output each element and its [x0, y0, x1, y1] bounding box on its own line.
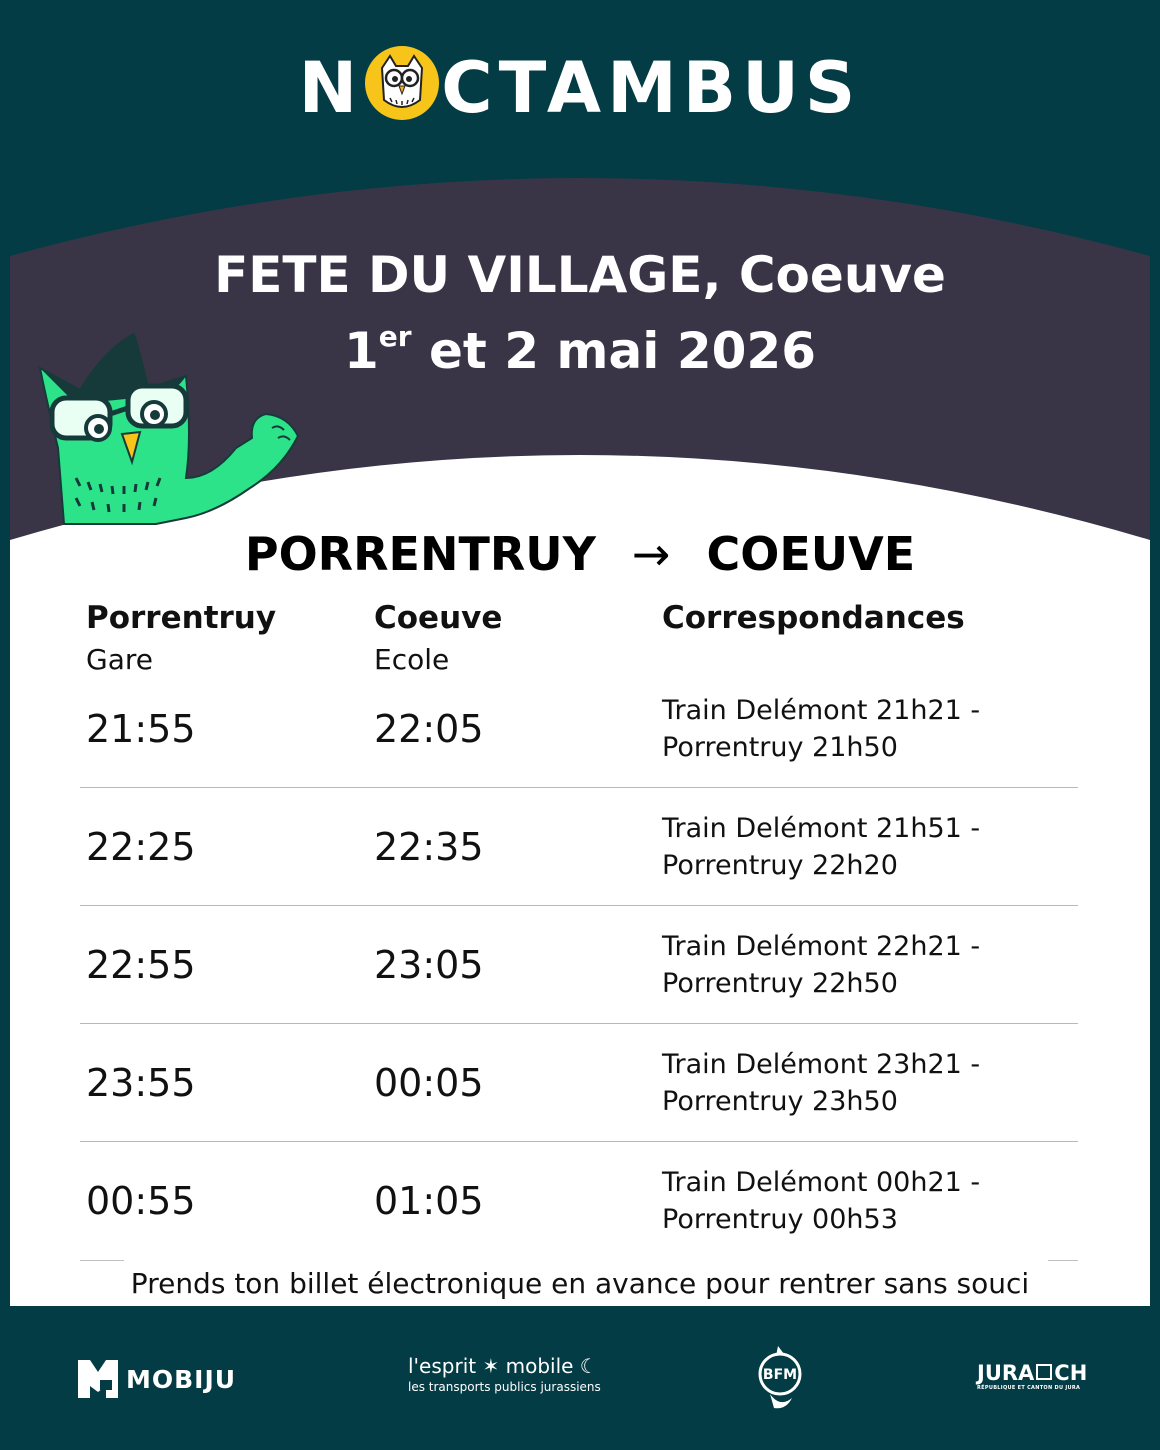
- connection-info: [662, 788, 980, 906]
- event-date-rest: et 2 mai 2026: [411, 322, 816, 380]
- connection-line-2: Porrentruy 23h50: [662, 1086, 898, 1117]
- col-connections-title: Correspondances: [662, 600, 965, 636]
- mobiju-logo: [78, 1360, 236, 1398]
- esprit-mobile-logo: [408, 1354, 601, 1396]
- connection-info: [662, 1024, 980, 1142]
- departure-time: 00:55: [86, 1179, 196, 1223]
- col-departure-title: Porrentruy: [86, 600, 277, 636]
- logo-text-right: CTAMBUS: [441, 47, 862, 129]
- arrival-time: 22:05: [374, 707, 484, 751]
- arrival-time: 00:05: [374, 1061, 484, 1105]
- arrival-time: 01:05: [374, 1179, 484, 1223]
- table-row: [80, 1024, 1078, 1142]
- departure-time: 22:25: [86, 825, 196, 869]
- arrival-time: 22:35: [374, 825, 484, 869]
- connection-info: [662, 670, 980, 788]
- table-row: [80, 670, 1078, 788]
- bike-icon: ✶: [482, 1354, 500, 1378]
- col-departure-subtitle: Gare: [86, 643, 153, 676]
- arrival-time: 23:05: [374, 943, 484, 987]
- divider: [1048, 1260, 1078, 1261]
- route-header: [0, 524, 1160, 584]
- mobile-word: mobile: [505, 1354, 574, 1378]
- col-arrival-title: Coeuve: [374, 600, 503, 636]
- connection-line-1: Train Delémont 21h21 -: [662, 695, 981, 726]
- event-date-day: 1: [344, 322, 379, 380]
- mobiju-label: MOBIJU: [126, 1364, 237, 1394]
- connection-line-1: Train Delémont 21h51 -: [662, 813, 981, 844]
- logo-text-left: N: [298, 47, 364, 129]
- table-row: [80, 788, 1078, 906]
- connection-info: [662, 1142, 980, 1260]
- connection-line-2: Porrentruy 21h50: [662, 732, 898, 763]
- ch-word: CH: [1054, 1361, 1088, 1385]
- departure-time: 23:55: [86, 1061, 196, 1105]
- event-title: FETE DU VILLAGE, Coeuve: [214, 246, 946, 304]
- esprit-word: l'esprit: [408, 1354, 477, 1378]
- esprit-tagline: les transports publics jurassiens: [408, 1380, 601, 1394]
- connection-line-1: Train Delémont 23h21 -: [662, 1049, 981, 1080]
- bfm-logo-icon: [752, 1344, 808, 1412]
- divider: [80, 1260, 124, 1261]
- route-arrow-icon: →: [631, 527, 671, 581]
- departure-time: 22:55: [86, 943, 196, 987]
- moon-icon: ☾: [579, 1354, 598, 1378]
- departure-time: 21:55: [86, 707, 196, 751]
- connection-line-2: Porrentruy 22h50: [662, 968, 898, 999]
- owl-mascot-icon: [36, 328, 306, 528]
- table-row: [80, 906, 1078, 1024]
- ticket-note: Prends ton billet électronique en avance pour rentrer sans souci: [130, 1267, 1030, 1300]
- route-from: PORRENTRUY: [244, 527, 596, 581]
- mobiju-m-icon: [78, 1360, 118, 1398]
- connection-line-2: Porrentruy 00h53: [662, 1204, 898, 1235]
- jura-ch-logo: [977, 1362, 1087, 1392]
- connection-line-1: Train Delémont 00h21 -: [662, 1167, 981, 1198]
- col-arrival-subtitle: Ecole: [374, 643, 450, 676]
- jura-word: JURA: [977, 1361, 1035, 1385]
- jura-flag-icon: [1036, 1364, 1052, 1380]
- noctambus-logo: [0, 46, 1160, 128]
- table-row: [80, 1142, 1078, 1260]
- route-to: COEUVE: [706, 527, 916, 581]
- jura-subtitle: RÉPUBLIQUE ET CANTON DU JURA: [977, 1385, 1081, 1391]
- owl-logo-icon: [365, 46, 439, 120]
- connection-info: [662, 906, 980, 1024]
- connection-line-2: Porrentruy 22h20: [662, 850, 898, 881]
- connection-line-1: Train Delémont 22h21 -: [662, 931, 981, 962]
- bfm-label: BFM: [762, 1367, 798, 1383]
- footer: [0, 1308, 1160, 1450]
- event-date-sup: er: [378, 320, 412, 353]
